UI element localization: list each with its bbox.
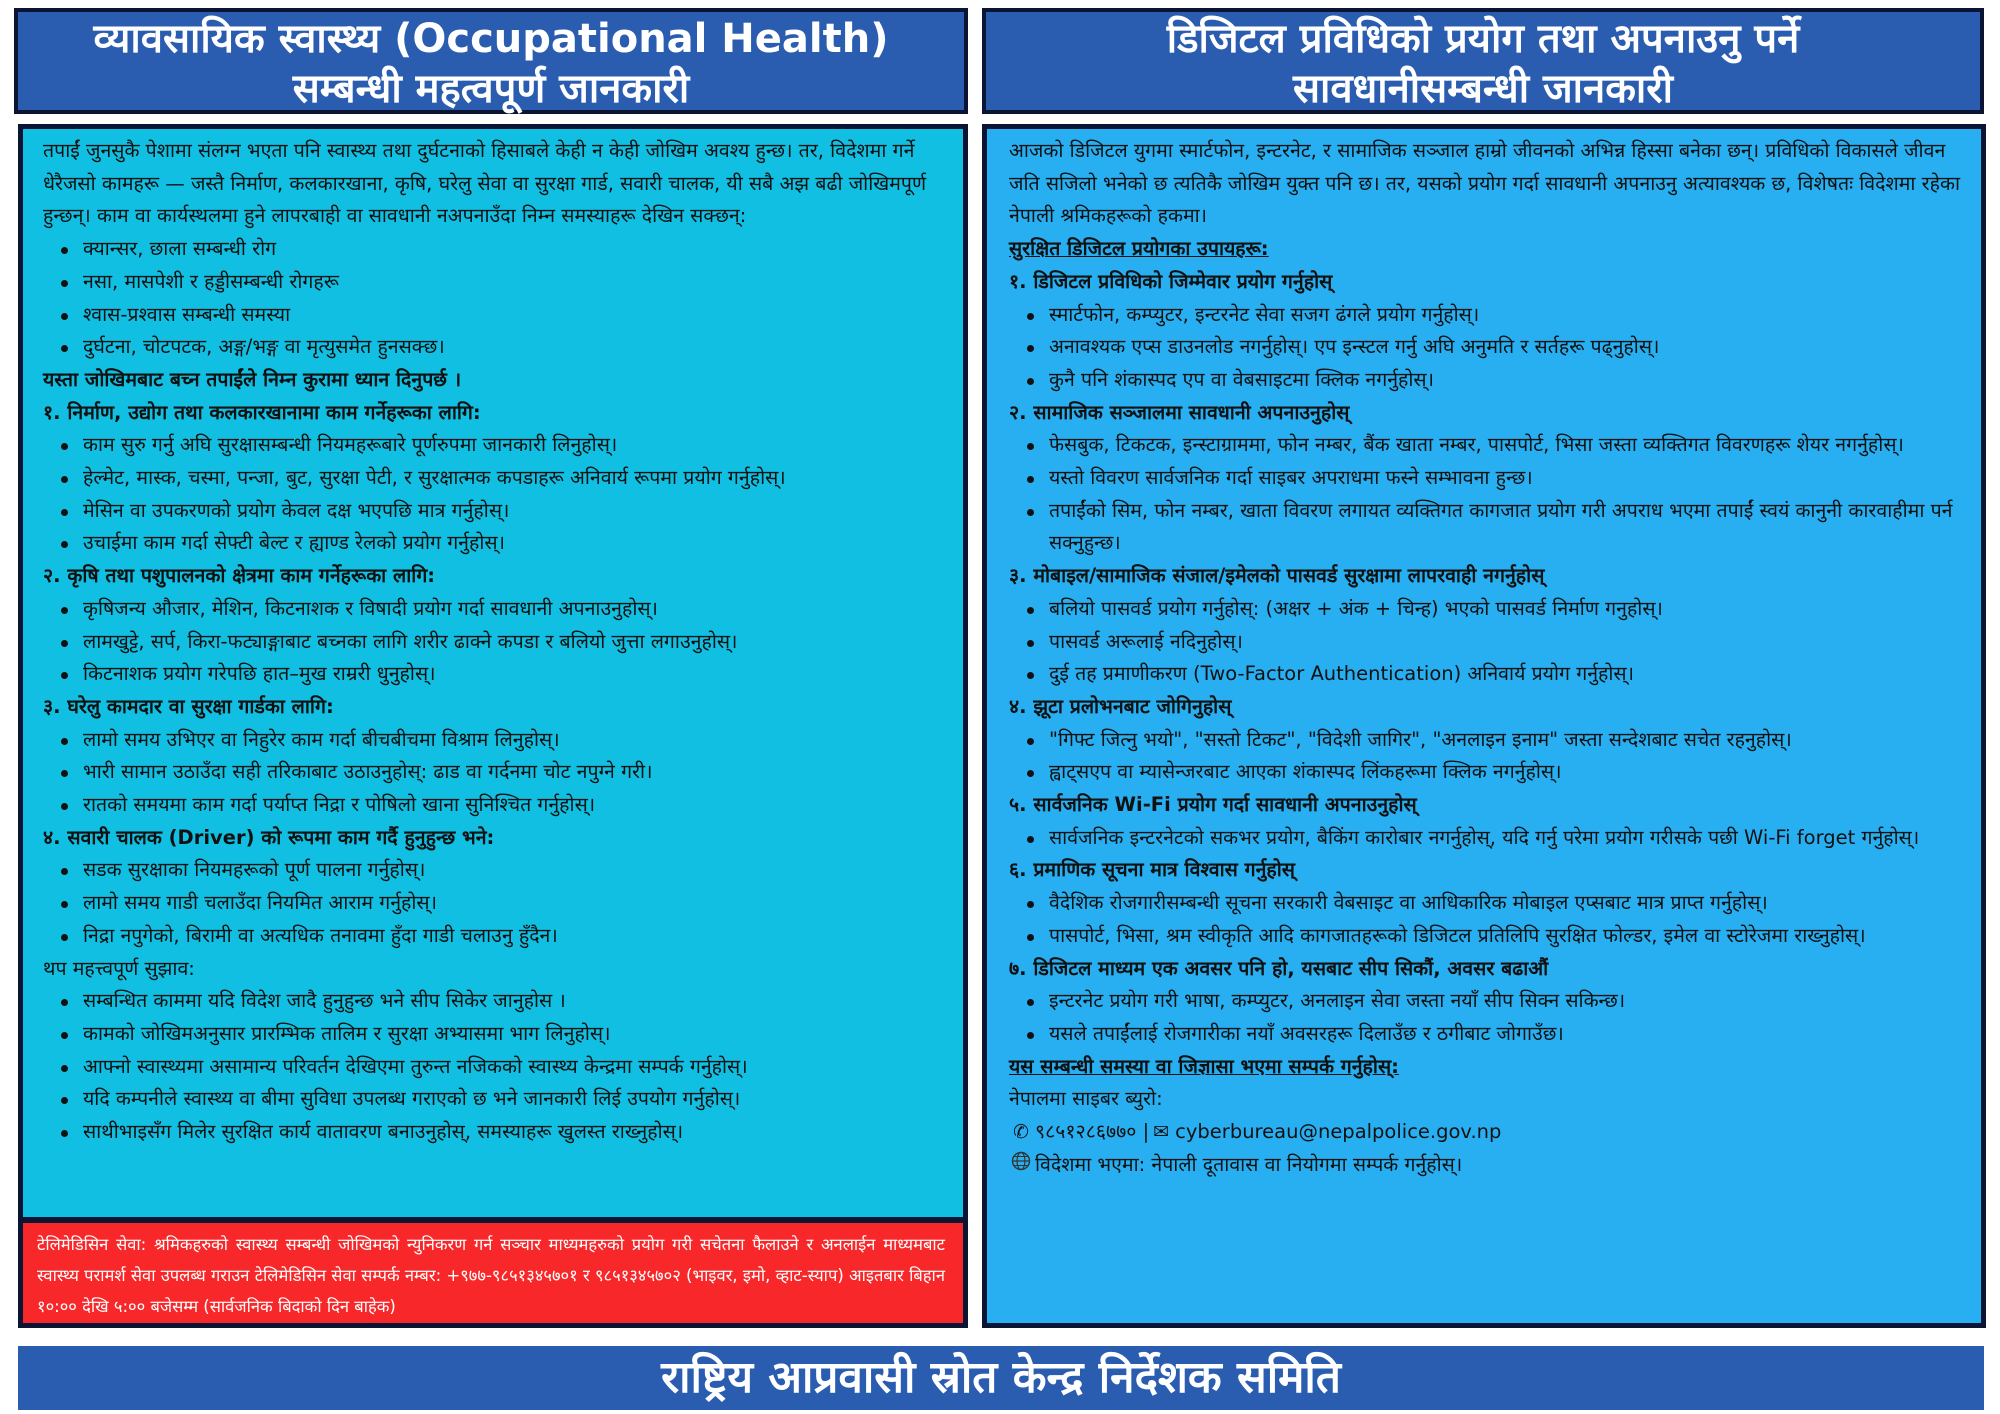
- digital-safety-title-line2: सावधानीसम्बन्धी जानकारी: [1292, 66, 1674, 112]
- list-item: कामको जोखिमअनुसार प्रारम्भिक तालिम र सुरक्षा अभ्यासमा भाग लिनुहोस्।: [43, 1018, 949, 1051]
- list-item: लामो समय उभिएर वा निहुरेर काम गर्दा बीचबीचमा विश्राम लिनुहोस्।: [43, 724, 949, 757]
- list-item: रातको समयमा काम गर्दा पर्याप्त निद्रा र पोषिलो खाना सुनिश्चित गर्नुहोस्।: [43, 789, 949, 822]
- occupational-health-panel: [18, 124, 968, 1222]
- list-item: सम्बन्धित काममा यदि विदेश जादै हुनुहुन्छ भने सीप सिकेर जानुहोस ।: [43, 985, 949, 1018]
- contact-phone-email: [1009, 1116, 1973, 1149]
- list-item: यदि कम्पनीले स्वास्थ्य वा बीमा सुविधा उपलब्ध गराएको छ भने जानकारी लिई उपयोग गर्नुहोस्।: [43, 1083, 949, 1116]
- list-item: तपाईंको सिम, फोन नम्बर, खाता विवरण लगायत व्यक्तिगत कागजात प्रयोग गरी अपराध भएमा तपाईं स्वयं कानुनी कारवाहीमा पर्न सक्नुहुन्छ।: [1009, 495, 1973, 560]
- section-heading-driver: ४. सवारी चालक (Driver) को रूपमा काम गर्दै हुनुहुन्छ भने:: [43, 825, 495, 849]
- section-heading-domestic-worker: ३. घरेलु कामदार वा सुरक्षा गार्डका लागि:: [43, 694, 334, 718]
- list-item: लामो समय गाडी चलाउँदा नियमित आराम गर्नुहोस्।: [43, 887, 949, 920]
- list-item: स्मार्टफोन, कम्प्युटर, इन्टरनेट सेवा सजग ढंगले प्रयोग गर्नुहोस्।: [1009, 299, 1973, 332]
- list-item: ह्वाट्सएप वा म्यासेन्जरबाट आएका शंकास्पद लिंकहरूमा क्लिक नगर्नुहोस्।: [1009, 756, 1973, 789]
- section-heading-construction: १. निर्माण, उद्योग तथा कलकारखानामा काम गर्नेहरूका लागि:: [43, 400, 481, 424]
- social-media-list: [1009, 429, 1973, 560]
- verified-info-list: [1009, 887, 1973, 952]
- list-item: काम सुरु गर्नु अघि सुरक्षासम्बन्धी नियमहरूबारे पूर्णरुपमा जानकारी लिनुहोस्।: [43, 429, 949, 462]
- list-item: वैदेशिक रोजगारीसम्बन्धी सूचना सरकारी वेबसाइट वा आधिकारिक मोबाइल एप्सबाट मात्र प्राप्त गर्नुहोस्।: [1009, 887, 1973, 920]
- responsible-use-list: [1009, 299, 1973, 397]
- section-heading-social-media: २. सामाजिक सञ्जालमा सावधानी अपनाउनुहोस्: [1009, 400, 1350, 424]
- contact-nepal: नेपालमा साइबर ब्युरो:: [1009, 1087, 1163, 1111]
- list-item: बलियो पासवर्ड प्रयोग गर्नुहोस्: (अक्षर + अंक + चिन्ह) भएको पासवर्ड निर्माण गनुहोस्।: [1009, 593, 1973, 626]
- list-item: क्यान्सर, छाला सम्बन्धी रोग: [43, 233, 949, 266]
- list-item: यस्तो विवरण सार्वजनिक गर्दा साइबर अपराधमा फस्ने सम्भावना हुन्छ।: [1009, 462, 1973, 495]
- list-item: भारी सामान उठाउँदा सही तरिकाबाट उठाउनुहोस्: ढाड वा गर्दनमा चोट नपुग्ने गरी।: [43, 756, 949, 789]
- digital-safety-intro: आजको डिजिटल युगमा स्मार्टफोन, इन्टरनेट, र सामाजिक सञ्जाल हाम्रो जीवनको अभिन्न हिस्सा बनेका छन्। प्रविधिको विकासले जीवन जति सजिलो भनेको छ त्यतिकै जोखिम युक्त पनि छ। तर, यसको प्रयोग गर्दा सावधानी अपनाउनु अत्यावश्यक छ, विशेषतः विदेशमा रहेका नेपाली श्रमिकहरूको हकमा।: [1009, 139, 1961, 228]
- list-item: सडक सुरक्षाका नियमहरूको पूर्ण पालना गर्नुहोस्।: [43, 854, 949, 887]
- list-item: अनावश्यक एप्स डाउनलोड नगर्नुहोस्। एप इन्स्टल गर्नु अघि अनुमति र सर्तहरू पढ्नुहोस्।: [1009, 331, 1973, 364]
- contact-email[interactable]: cyberbureau@nepalpolice.gov.np: [1175, 1120, 1502, 1144]
- domestic-worker-list: [43, 724, 949, 822]
- occupational-health-title: [14, 8, 968, 114]
- list-item: आफ्नो स्वास्थ्यमा असामान्य परिवर्तन देखिएमा तुरुन्त नजिकको स्वास्थ्य केन्द्रमा सम्पर्क गर्नुहोस्।: [43, 1051, 949, 1084]
- section-heading-fake-offers: ४. झूटा प्रलोभनबाट जोगिनुहोस्: [1009, 694, 1232, 718]
- footer-organization-banner: [18, 1346, 1984, 1410]
- telemedicine-notice: [18, 1218, 968, 1328]
- risk-list: [43, 233, 949, 364]
- list-item: श्वास-प्रश्वास सम्बन्धी समस्या: [43, 299, 949, 332]
- avoid-risk-heading: यस्ता जोखिमबाट बच्न तपाईंले निम्न कुरामा ध्यान दिनुपर्छ ।: [43, 367, 462, 391]
- list-item: सार्वजनिक इन्टरनेटको सकभर प्रयोग, बैकिंग कारोबार नगर्नुहोस्, यदि गर्नु परेमा प्रयोग गरीसके पछी Wi-Fi forget गर्नुहोस्।: [1009, 822, 1973, 855]
- occupational-health-title-line2: सम्बन्धी महत्वपूर्ण जानकारी: [292, 66, 690, 112]
- digital-safety-title: [982, 8, 1984, 114]
- list-item: दुई तह प्रमाणीकरण (Two-Factor Authentication) अनिवार्य प्रयोग गर्नुहोस्।: [1009, 658, 1973, 691]
- section-heading-public-wifi: ५. सार्वजनिक Wi-Fi प्रयोग गर्दा सावधानी अपनाउनुहोस्: [1009, 793, 1417, 817]
- list-item: इन्टरनेट प्रयोग गरी भाषा, कम्प्युटर, अनलाइन सेवा जस्ता नयाँ सीप सिक्न सकिन्छ।: [1009, 985, 1973, 1018]
- fake-offers-list: [1009, 724, 1973, 789]
- list-item: उचाईमा काम गर्दा सेफ्टी बेल्ट र ह्याण्ड रेलको प्रयोग गर्नुहोस्।: [43, 527, 949, 560]
- agriculture-list: [43, 593, 949, 691]
- digital-safety-title-line1: डिजिटल प्रविधिको प्रयोग तथा अपनाउनु पर्ने: [1166, 16, 1800, 62]
- driver-list: [43, 854, 949, 952]
- list-item: मेसिन वा उपकरणको प्रयोग केवल दक्ष भएपछि मात्र गर्नुहोस्।: [43, 495, 949, 528]
- organization-name: राष्ट्रिय आप्रवासी स्रोत केन्द्र निर्देशक समिति: [661, 1352, 1341, 1403]
- section-heading-password: ३. मोबाइल/सामाजिक संजाल/इमेलको पासवर्ड सुरक्षामा लापरवाही नगर्नुहोस्: [1009, 564, 1545, 588]
- list-item: कृषिजन्य औजार, मेशिन, किटनाशक र विषादी प्रयोग गर्दा सावधानी अपनाउनुहोस्।: [43, 593, 949, 626]
- contact-abroad: विदेशमा भएमा: नेपाली दूतावास वा नियोगमा सम्पर्क गर्नुहोस्।: [1035, 1152, 1463, 1176]
- list-item: फेसबुक, टिकटक, इन्स्टाग्राममा, फोन नम्बर, बैंक खाता नम्बर, पासपोर्ट, भिसा जस्ता व्यक्तिगत विवरणहरू शेयर नगर्नुहोस्।: [1009, 429, 1973, 462]
- section-heading-responsible-use: १. डिजिटल प्रविधिको जिम्मेवार प्रयोग गर्नुहोस्: [1009, 269, 1333, 293]
- list-item: "गिफ्ट जित्नु भयो", "सस्तो टिकट", "विदेशी जागिर", "अनलाइन इनाम" जस्ता सन्देशबाट सचेत रहनुहोस्।: [1009, 724, 1973, 757]
- globe-icon: [1009, 1149, 1033, 1182]
- occupational-health-title-line1: व्यावसायिक स्वास्थ्य (Occupational Health): [93, 16, 889, 62]
- list-item: कुनै पनि शंकास्पद एप वा वेबसाइटमा क्लिक नगर्नुहोस्।: [1009, 364, 1973, 397]
- list-item: हेल्मेट, मास्क, चस्मा, पन्जा, बुट, सुरक्षा पेटी, र सुरक्षात्मक कपडाहरू अनिवार्य रूपमा प्रयोग गर्नुहोस्।: [43, 462, 949, 495]
- list-item: लामखुट्टे, सर्प, किरा-फट्याङ्गाबाट बच्नका लागि शरीर ढाक्ने कपडा र बलियो जुत्ता लगाउनुहोस्।: [43, 626, 949, 659]
- section-heading-digital-opportunity: ७. डिजिटल माध्यम एक अवसर पनि हो, यसबाट सीप सिकौं, अवसर बढाऔं: [1009, 956, 1549, 980]
- contact-abroad-line: [1009, 1149, 1973, 1182]
- list-item: नसा, मासपेशी र हड्डीसम्बन्धी रोगहरू: [43, 266, 949, 299]
- tips-list: [43, 985, 949, 1149]
- contact-heading: यस सम्बन्धी समस्या वा जिज्ञासा भएमा सम्पर्क गर्नुहोस्:: [1009, 1054, 1399, 1078]
- password-list: [1009, 593, 1973, 691]
- safe-digital-heading: सुरक्षित डिजिटल प्रयोगका उपायहरू:: [1009, 237, 1269, 261]
- digital-opportunity-list: [1009, 985, 1973, 1050]
- list-item: पासपोर्ट, भिसा, श्रम स्वीकृति आदि कागजातहरूको डिजिटल प्रतिलिपि सुरक्षित फोल्डर, इमेल वा स्टोरेजमा राख्नुहोस्।: [1009, 920, 1973, 953]
- list-item: पासवर्ड अरूलाई नदिनुहोस्।: [1009, 626, 1973, 659]
- envelope-icon: ✉: [1153, 1121, 1170, 1144]
- digital-safety-panel: [982, 124, 1986, 1328]
- section-heading-verified-info: ६. प्रमाणिक सूचना मात्र विश्वास गर्नुहोस्: [1009, 858, 1295, 882]
- list-item: किटनाशक प्रयोग गरेपछि हात–मुख राम्ररी धुनुहोस्।: [43, 658, 949, 691]
- contact-phone-number: ९८५१२८६७७० |: [1035, 1120, 1150, 1144]
- occupational-health-intro: तपाईं जुनसुकै पेशामा संलग्न भएता पनि स्वास्थ्य तथा दुर्घटनाको हिसाबले केही न केही जोखिम अवश्य हुन्छ। तर, विदेशमा गर्ने धेरैजसो कामहरू — जस्तै निर्माण, कलकारखाना, कृषि, घरेलु सेवा वा सुरक्षा गार्ड, सवारी चालक, यी सबै अझ बढी जोखिमपूर्ण हुन्छन्। काम वा कार्यस्थलमा हुने लापरबाही वा सावधानी नअपनाउँदा निम्न समस्याहरू देखिन सक्छन्:: [43, 139, 927, 228]
- phone-icon: ✆: [1013, 1121, 1029, 1144]
- section-heading-agriculture: २. कृषि तथा पशुपालनको क्षेत्रमा काम गर्नेहरूका लागि:: [43, 564, 436, 588]
- public-wifi-list: [1009, 822, 1973, 855]
- telemedicine-text: टेलिमेडिसिन सेवा: श्रमिकहरुको स्वास्थ्य सम्बन्धी जोखिमको न्युनिकरण गर्न सञ्चार माध्यमहरुको प्रयोग गरी सचेतना फैलाउने र अनलाईन माध्यमबाट स्वास्थ्य परामर्श सेवा उपलब्ध गराउन टेलिमेडिसिन सेवा सम्पर्क नम्बर: +९७७-९८५१३४५७०१ र ९८५१३४५७०२ (भाइवर, इमो, व्हाट-स्याप) आइतबार बिहान १०:०० देखि ५:०० बजेसम्म (सार्वजनिक बिदाको दिन बाहेक): [37, 1235, 945, 1316]
- list-item: साथीभाइसँग मिलेर सुरक्षित कार्य वातावरण बनाउनुहोस्, समस्याहरू खुलस्त राख्नुहोस्।: [43, 1116, 949, 1149]
- list-item: निद्रा नपुगेको, बिरामी वा अत्यधिक तनावमा हुँदा गाडी चलाउनु हुँदैन।: [43, 920, 949, 953]
- tips-heading: थप महत्त्वपूर्ण सुझाव:: [43, 956, 195, 980]
- construction-list: [43, 429, 949, 560]
- list-item: दुर्घटना, चोटपटक, अङ्ग/भङ्ग वा मृत्युसमेत हुनसक्छ।: [43, 331, 949, 364]
- list-item: यसले तपाईंलाई रोजगारीका नयाँ अवसरहरू दिलाउँछ र ठगीबाट जोगाउँछ।: [1009, 1018, 1973, 1051]
